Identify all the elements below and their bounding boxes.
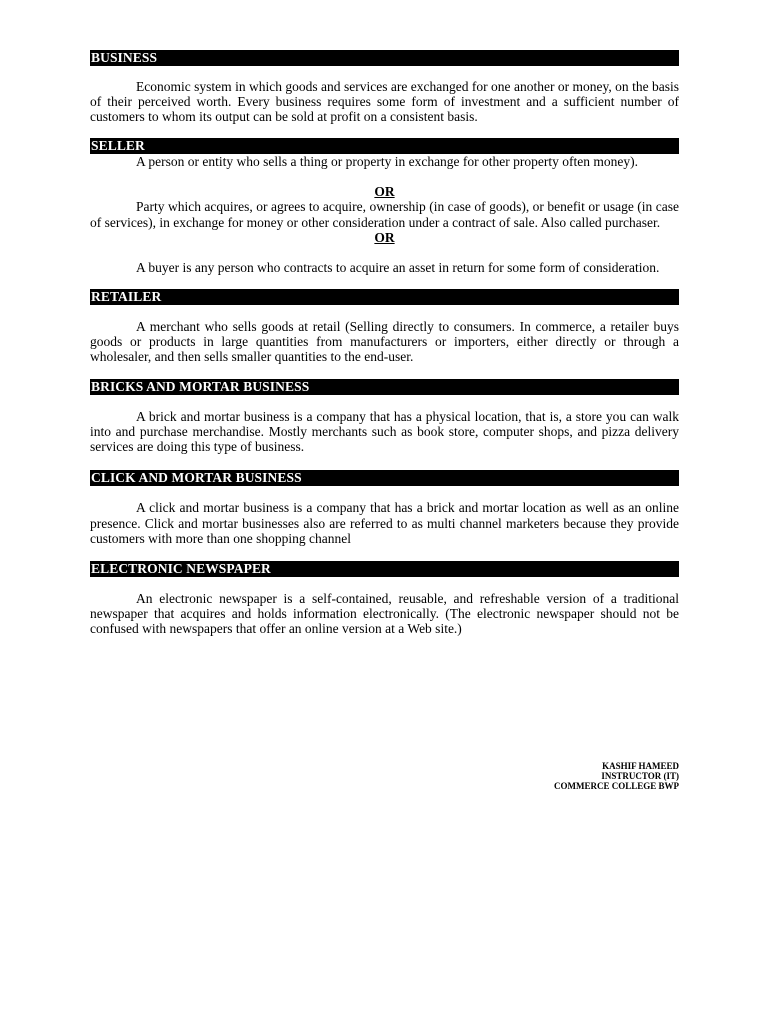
paragraph: Party which acquires, or agrees to acquire, ownership (in case of goods), or benefit or usage (in case of services), in exchange for money or other consideration under a contract of sale. Also called purchaser.	[90, 199, 679, 230]
signature-institution: COMMERCE COLLEGE BWP	[553, 781, 679, 791]
signature-title: INSTRUCTOR (IT)	[601, 771, 679, 781]
paragraph: A brick and mortar business is a company that has a physical location, that is, a store you can walk into and purchase merchandise. Mostly merchants such as book store, computer shops, and pizza delivery services are doing this type of business.	[90, 409, 679, 455]
section-seller	[90, 138, 679, 275]
section-heading: ELECTRONIC NEWSPAPER	[90, 561, 679, 577]
section-retailer	[90, 289, 679, 364]
document-page	[90, 50, 679, 636]
paragraph: Economic system in which goods and services are exchanged for one another or money, on the basis of their perceived worth. Every business requires some form of investment and a sufficient number of customers to whom its output can be sold at profit on a consistent basis.	[90, 79, 679, 125]
paragraph: A buyer is any person who contracts to acquire an asset in return for some form of consideration.	[136, 259, 660, 275]
section-business	[90, 50, 679, 124]
signature-name: KASHIF HAMEED	[602, 761, 679, 771]
paragraph: A click and mortar business is a company that has a brick and mortar location as well as an online presence. Click and mortar businesses also are referred to as multi channel marketers because they provide customers with more than one shopping channel	[90, 500, 679, 546]
paragraph: A merchant who sells goods at retail (Selling directly to consumers. In commerce, a retailer buys goods or products in large quantities from manufacturers or importers, either directly or through a wholesaler, and then sells smaller quantities to the end-user.	[90, 318, 679, 365]
signature-block	[554, 761, 679, 791]
section-heading: BUSINESS	[90, 50, 679, 66]
section-click-and-mortar	[90, 470, 679, 545]
section-bricks-and-mortar	[90, 379, 679, 454]
section-electronic-newspaper	[90, 561, 679, 636]
or-separator: OR	[374, 229, 395, 245]
or-separator: OR	[374, 184, 395, 200]
section-heading: RETAILER	[90, 289, 679, 305]
section-heading: CLICK AND MORTAR BUSINESS	[90, 470, 679, 486]
section-heading: SELLER	[90, 138, 679, 154]
section-heading: BRICKS AND MORTAR BUSINESS	[90, 379, 679, 395]
paragraph: A person or entity who sells a thing or property in exchange for other property often money).	[136, 154, 638, 170]
paragraph: An electronic newspaper is a self-contained, reusable, and refreshable version of a traditional newspaper that acquires and holds information electronically. (The electronic newspaper should not be confused with newspapers that offer an online version at a Web site.)	[90, 590, 679, 636]
